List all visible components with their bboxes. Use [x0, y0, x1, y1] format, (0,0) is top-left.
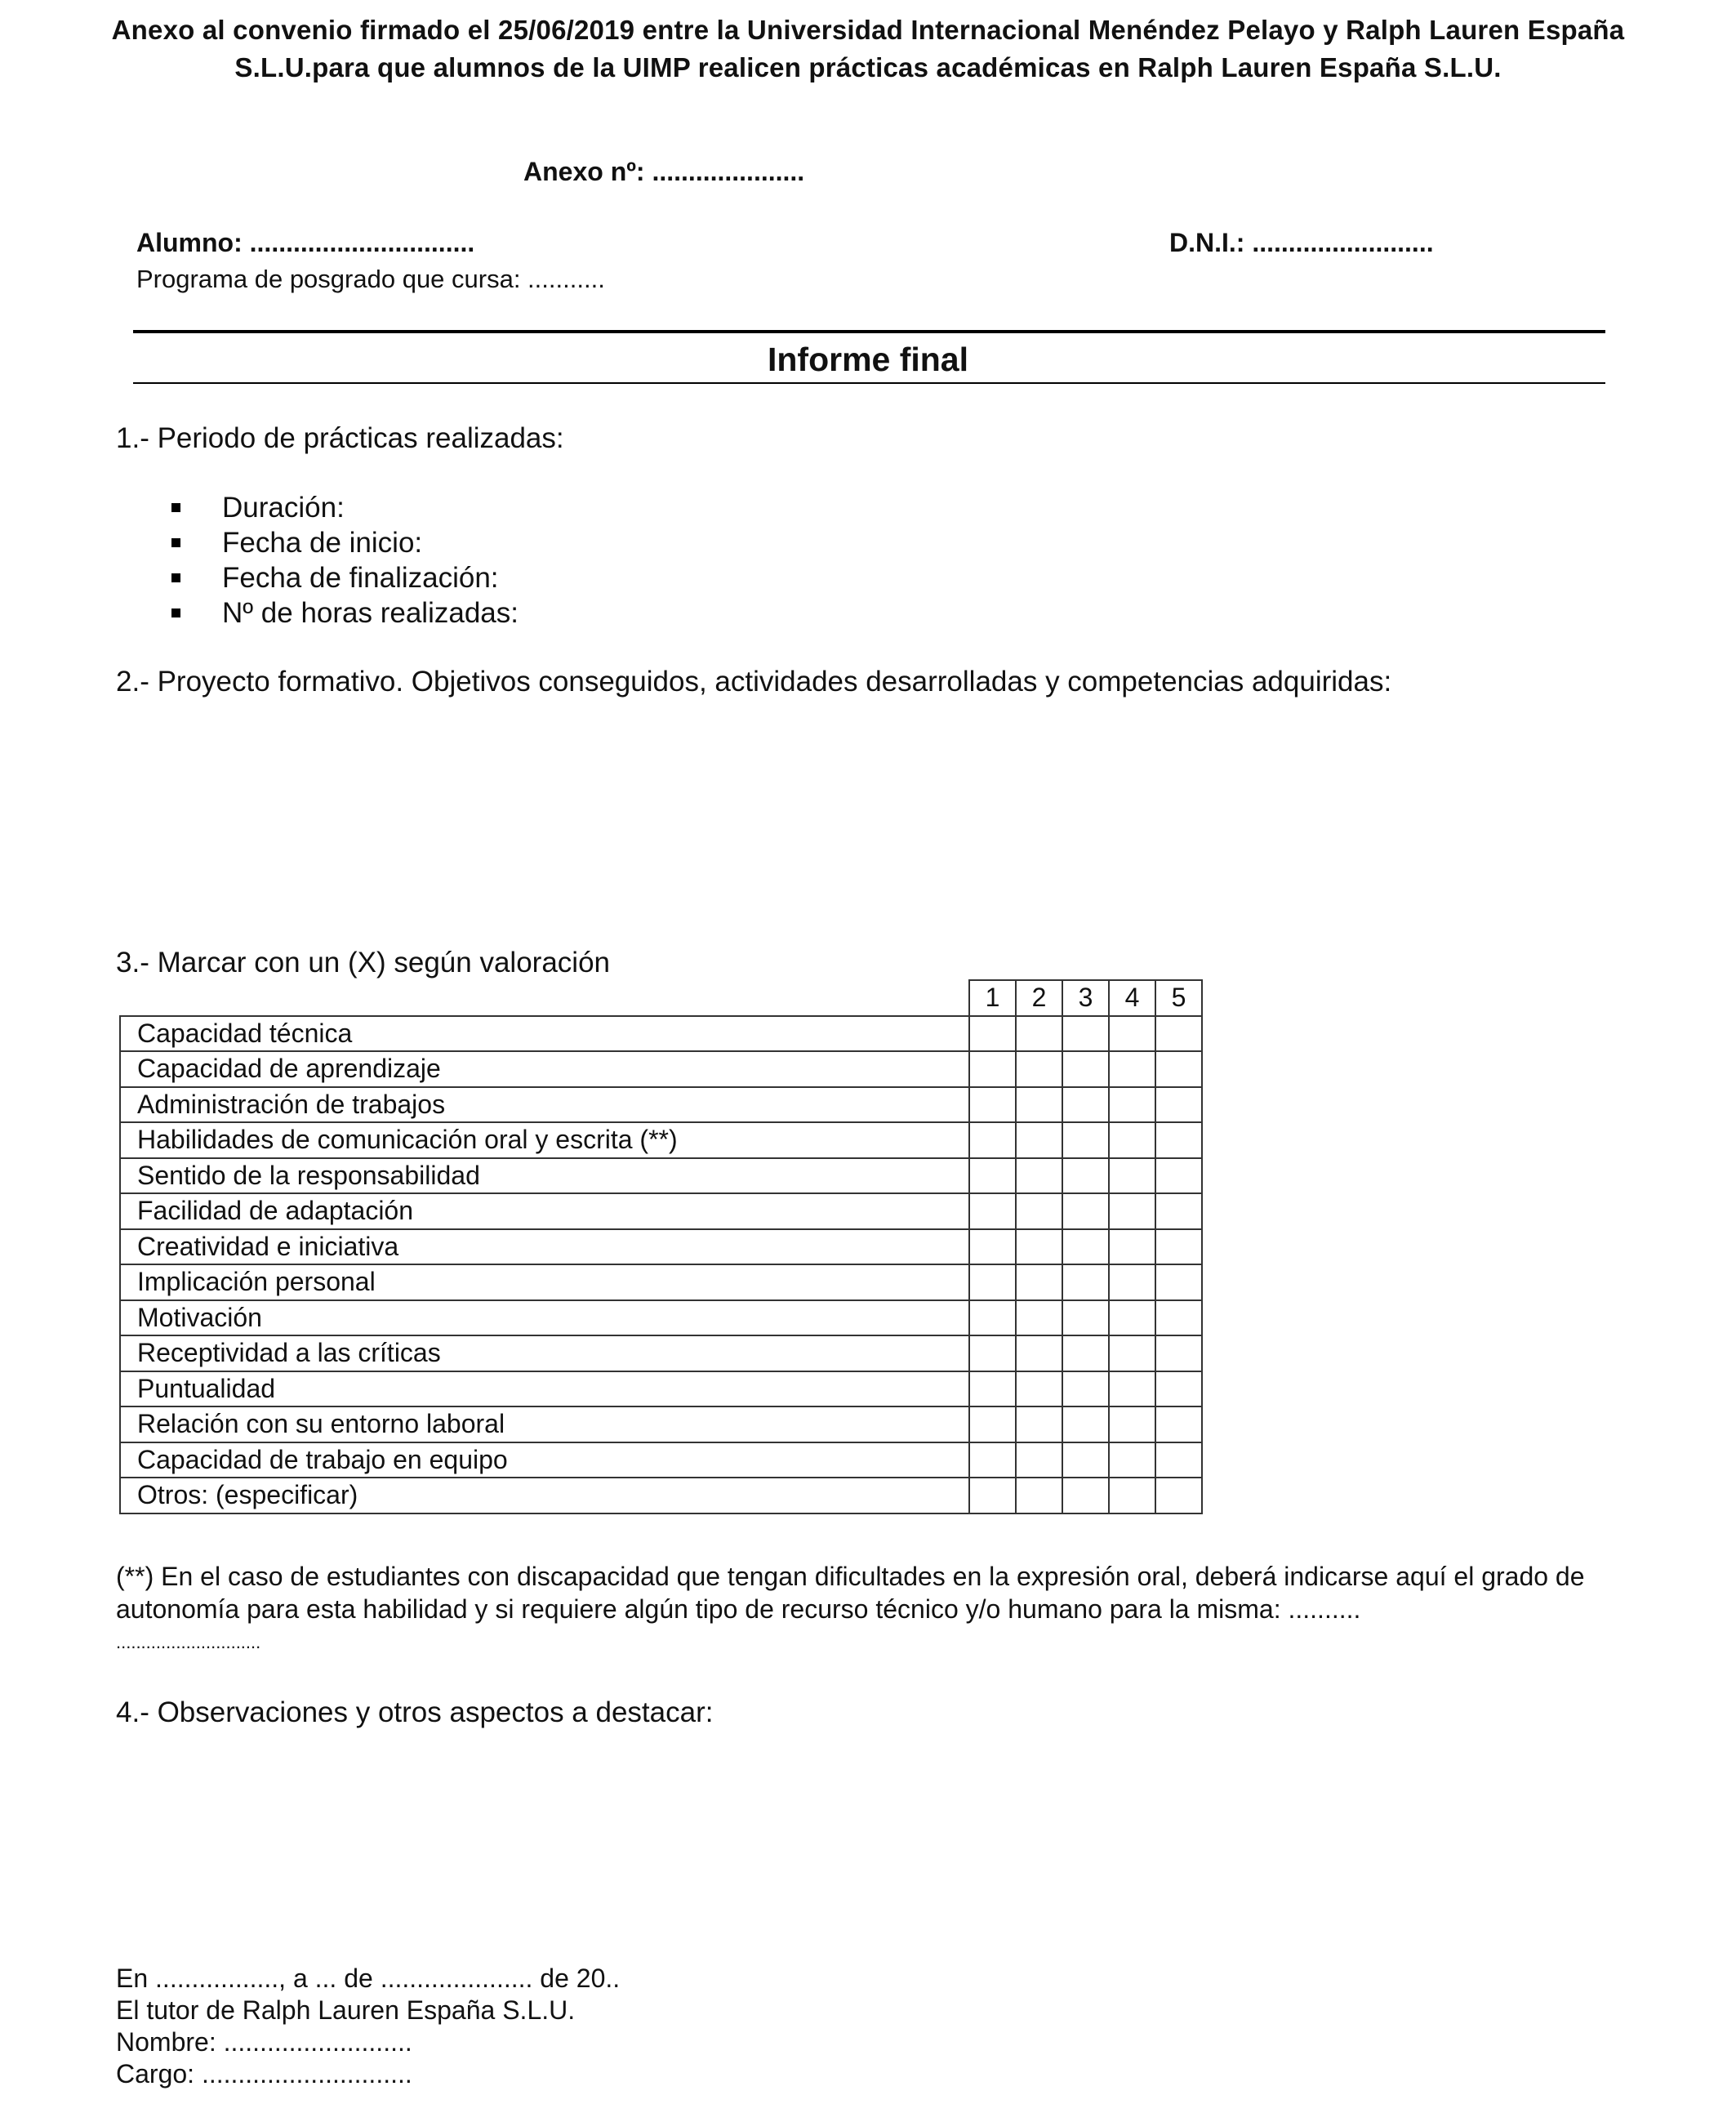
rating-checkbox[interactable] — [1016, 1158, 1062, 1194]
rating-checkbox[interactable] — [969, 1158, 1016, 1194]
criterion-label: Administración de trabajos — [120, 1087, 969, 1123]
dni-field[interactable]: D.N.I.: ......................... — [1169, 228, 1434, 257]
section-3-heading: 3.- Marcar con un (X) según valoración — [116, 947, 610, 978]
rating-checkbox[interactable] — [1016, 1300, 1062, 1336]
section-1-item: Nº de horas realizadas: — [222, 597, 519, 629]
rating-checkbox[interactable] — [1016, 1264, 1062, 1300]
rating-checkbox[interactable] — [1155, 1478, 1202, 1513]
table-row — [120, 1193, 1202, 1229]
rating-checkbox[interactable] — [1062, 1442, 1109, 1478]
annex-header-line-2: S.L.U.para que alumnos de la UIMP realicen prácticas académicas en Ralph Lauren España S.L.U. — [234, 52, 1502, 82]
rating-checkbox[interactable] — [969, 1051, 1016, 1087]
rating-checkbox[interactable] — [969, 1300, 1016, 1336]
rating-checkbox[interactable] — [1062, 1087, 1109, 1123]
rating-checkbox[interactable] — [1016, 1122, 1062, 1158]
rating-checkbox[interactable] — [1155, 1158, 1202, 1194]
page-title: Informe final — [767, 341, 969, 378]
bullet-icon — [171, 538, 180, 547]
rating-checkbox[interactable] — [1109, 1406, 1155, 1442]
criterion-label: Facilidad de adaptación — [120, 1193, 969, 1229]
annex-header-line-1: Anexo al convenio firmado el 25/06/2019 entre la Universidad Internacional Menéndez Pelayo y Ralph Lauren España — [111, 15, 1625, 45]
rating-checkbox[interactable] — [1155, 1371, 1202, 1407]
table-row — [120, 1264, 1202, 1300]
rating-checkbox[interactable] — [1155, 1051, 1202, 1087]
table-row — [120, 1406, 1202, 1442]
rating-checkbox[interactable] — [1062, 1051, 1109, 1087]
rating-checkbox[interactable] — [1155, 1229, 1202, 1265]
rating-checkbox[interactable] — [1016, 1335, 1062, 1371]
section-1-item: Fecha de inicio: — [222, 527, 423, 559]
rating-checkbox[interactable] — [1109, 1122, 1155, 1158]
rating-checkbox[interactable] — [1109, 1478, 1155, 1513]
table-row — [120, 1335, 1202, 1371]
tutor-label: El tutor de Ralph Lauren España S.L.U. — [116, 1995, 576, 2025]
rating-checkbox[interactable] — [1062, 1335, 1109, 1371]
criterion-label: Receptividad a las críticas — [120, 1335, 969, 1371]
section-1-item: Fecha de finalización: — [222, 562, 499, 594]
table-row — [120, 1300, 1202, 1336]
accessibility-note-line-3[interactable]: ............................. — [116, 1632, 261, 1652]
section-2-heading: 2.- Proyecto formativo. Objetivos conseguidos, actividades desarrolladas y competencias adquiridas: — [116, 666, 1392, 698]
programa-field[interactable]: Programa de posgrado que cursa: ........... — [136, 265, 605, 293]
rating-checkbox[interactable] — [1016, 1016, 1062, 1052]
table-row — [120, 1478, 1202, 1513]
criterion-label: Relación con su entorno laboral — [120, 1406, 969, 1442]
rating-checkbox[interactable] — [1016, 1051, 1062, 1087]
rating-checkbox[interactable] — [1016, 1087, 1062, 1123]
rating-checkbox[interactable] — [1109, 1300, 1155, 1336]
rating-checkbox[interactable] — [1016, 1193, 1062, 1229]
criterion-label: Puntualidad — [120, 1371, 969, 1407]
rating-checkbox[interactable] — [1109, 1158, 1155, 1194]
rating-checkbox[interactable] — [969, 1016, 1016, 1052]
table-row — [120, 1122, 1202, 1158]
rating-checkbox[interactable] — [1062, 1016, 1109, 1052]
rating-checkbox[interactable] — [1109, 1335, 1155, 1371]
rating-checkbox[interactable] — [1062, 1300, 1109, 1336]
table-row — [120, 1087, 1202, 1123]
rating-checkbox[interactable] — [1062, 1229, 1109, 1265]
criterion-label: Habilidades de comunicación oral y escrita (**) — [120, 1122, 969, 1158]
rating-checkbox[interactable] — [1062, 1264, 1109, 1300]
bullet-icon — [171, 503, 180, 512]
rating-checkbox[interactable] — [1109, 1442, 1155, 1478]
scale-value: 5 — [1155, 980, 1202, 1016]
rating-table — [119, 979, 1203, 1514]
title-top-rule — [133, 330, 1605, 333]
rating-checkbox[interactable] — [1155, 1300, 1202, 1336]
cargo-field[interactable]: Cargo: ............................. — [116, 2059, 412, 2088]
rating-checkbox[interactable] — [1062, 1122, 1109, 1158]
criterion-label: Sentido de la responsabilidad — [120, 1158, 969, 1194]
rating-checkbox[interactable] — [1062, 1193, 1109, 1229]
rating-checkbox[interactable] — [1109, 1371, 1155, 1407]
rating-checkbox[interactable] — [1062, 1158, 1109, 1194]
criterion-label: Implicación personal — [120, 1264, 969, 1300]
rating-checkbox[interactable] — [1155, 1087, 1202, 1123]
rating-checkbox[interactable] — [1062, 1478, 1109, 1513]
rating-checkbox[interactable] — [969, 1087, 1016, 1123]
rating-checkbox[interactable] — [1016, 1406, 1062, 1442]
title-bottom-rule — [133, 382, 1605, 384]
rating-checkbox[interactable] — [1016, 1229, 1062, 1265]
rating-checkbox[interactable] — [1155, 1406, 1202, 1442]
scale-value: 4 — [1109, 980, 1155, 1016]
rating-checkbox[interactable] — [1155, 1122, 1202, 1158]
section-1-item: Duración: — [222, 492, 345, 524]
rating-checkbox[interactable] — [969, 1442, 1016, 1478]
rating-checkbox[interactable] — [969, 1478, 1016, 1513]
rating-checkbox[interactable] — [1109, 1051, 1155, 1087]
accessibility-note-line-1: (**) En el caso de estudiantes con discapacidad que tengan dificultades en la expresión oral, deberá indicarse aquí el grado de — [116, 1562, 1585, 1591]
table-row — [120, 1016, 1202, 1052]
table-row — [120, 1158, 1202, 1194]
section-1-heading: 1.- Periodo de prácticas realizadas: — [116, 422, 564, 454]
criterion-label: Capacidad técnica — [120, 1016, 969, 1052]
bullet-icon — [171, 608, 180, 617]
rating-checkbox[interactable] — [1155, 1264, 1202, 1300]
rating-checkbox[interactable] — [1155, 1193, 1202, 1229]
scale-value: 2 — [1016, 980, 1062, 1016]
table-row — [120, 1371, 1202, 1407]
rating-checkbox[interactable] — [969, 1335, 1016, 1371]
rating-checkbox[interactable] — [1062, 1406, 1109, 1442]
rating-checkbox[interactable] — [969, 1122, 1016, 1158]
rating-checkbox[interactable] — [1109, 1229, 1155, 1265]
table-row — [120, 1442, 1202, 1478]
anexo-number-field[interactable]: Anexo nº: ..................... — [523, 157, 805, 186]
criterion-label: Motivación — [120, 1300, 969, 1336]
rating-checkbox[interactable] — [1062, 1371, 1109, 1407]
place-date-field[interactable]: En ................., a ... de ..................... de 20.. — [116, 1964, 621, 1993]
rating-checkbox[interactable] — [969, 1229, 1016, 1265]
rating-scale-row — [120, 980, 1202, 1016]
table-row — [120, 1229, 1202, 1265]
rating-checkbox[interactable] — [969, 1371, 1016, 1407]
rating-checkbox[interactable] — [969, 1406, 1016, 1442]
table-row — [120, 1051, 1202, 1087]
rating-checkbox[interactable] — [1109, 1087, 1155, 1123]
criterion-label: Capacidad de trabajo en equipo — [120, 1442, 969, 1478]
rating-checkbox[interactable] — [1016, 1371, 1062, 1407]
rating-checkbox[interactable] — [969, 1193, 1016, 1229]
scale-value: 3 — [1062, 980, 1109, 1016]
section-4-heading: 4.- Observaciones y otros aspectos a destacar: — [116, 1696, 714, 1728]
rating-checkbox[interactable] — [1016, 1442, 1062, 1478]
bullet-icon — [171, 573, 180, 582]
rating-checkbox[interactable] — [1109, 1016, 1155, 1052]
criterion-label: Capacidad de aprendizaje — [120, 1051, 969, 1087]
criterion-label: Otros: (especificar) — [120, 1478, 969, 1513]
rating-checkbox[interactable] — [1016, 1478, 1062, 1513]
rating-checkbox[interactable] — [1155, 1442, 1202, 1478]
rating-checkbox[interactable] — [1155, 1335, 1202, 1371]
rating-checkbox[interactable] — [1155, 1016, 1202, 1052]
rating-checkbox[interactable] — [969, 1264, 1016, 1300]
nombre-field[interactable]: Nombre: .......................... — [116, 2027, 412, 2057]
scale-value: 1 — [969, 980, 1016, 1016]
criterion-label: Creatividad e iniciativa — [120, 1229, 969, 1265]
rating-checkbox[interactable] — [1109, 1193, 1155, 1229]
rating-checkbox[interactable] — [1109, 1264, 1155, 1300]
accessibility-note-line-2[interactable]: autonomía para esta habilidad y si requiere algún tipo de recurso técnico y/o humano para la misma: .......... — [116, 1594, 1361, 1624]
alumno-field[interactable]: Alumno: ............................... — [136, 228, 475, 257]
